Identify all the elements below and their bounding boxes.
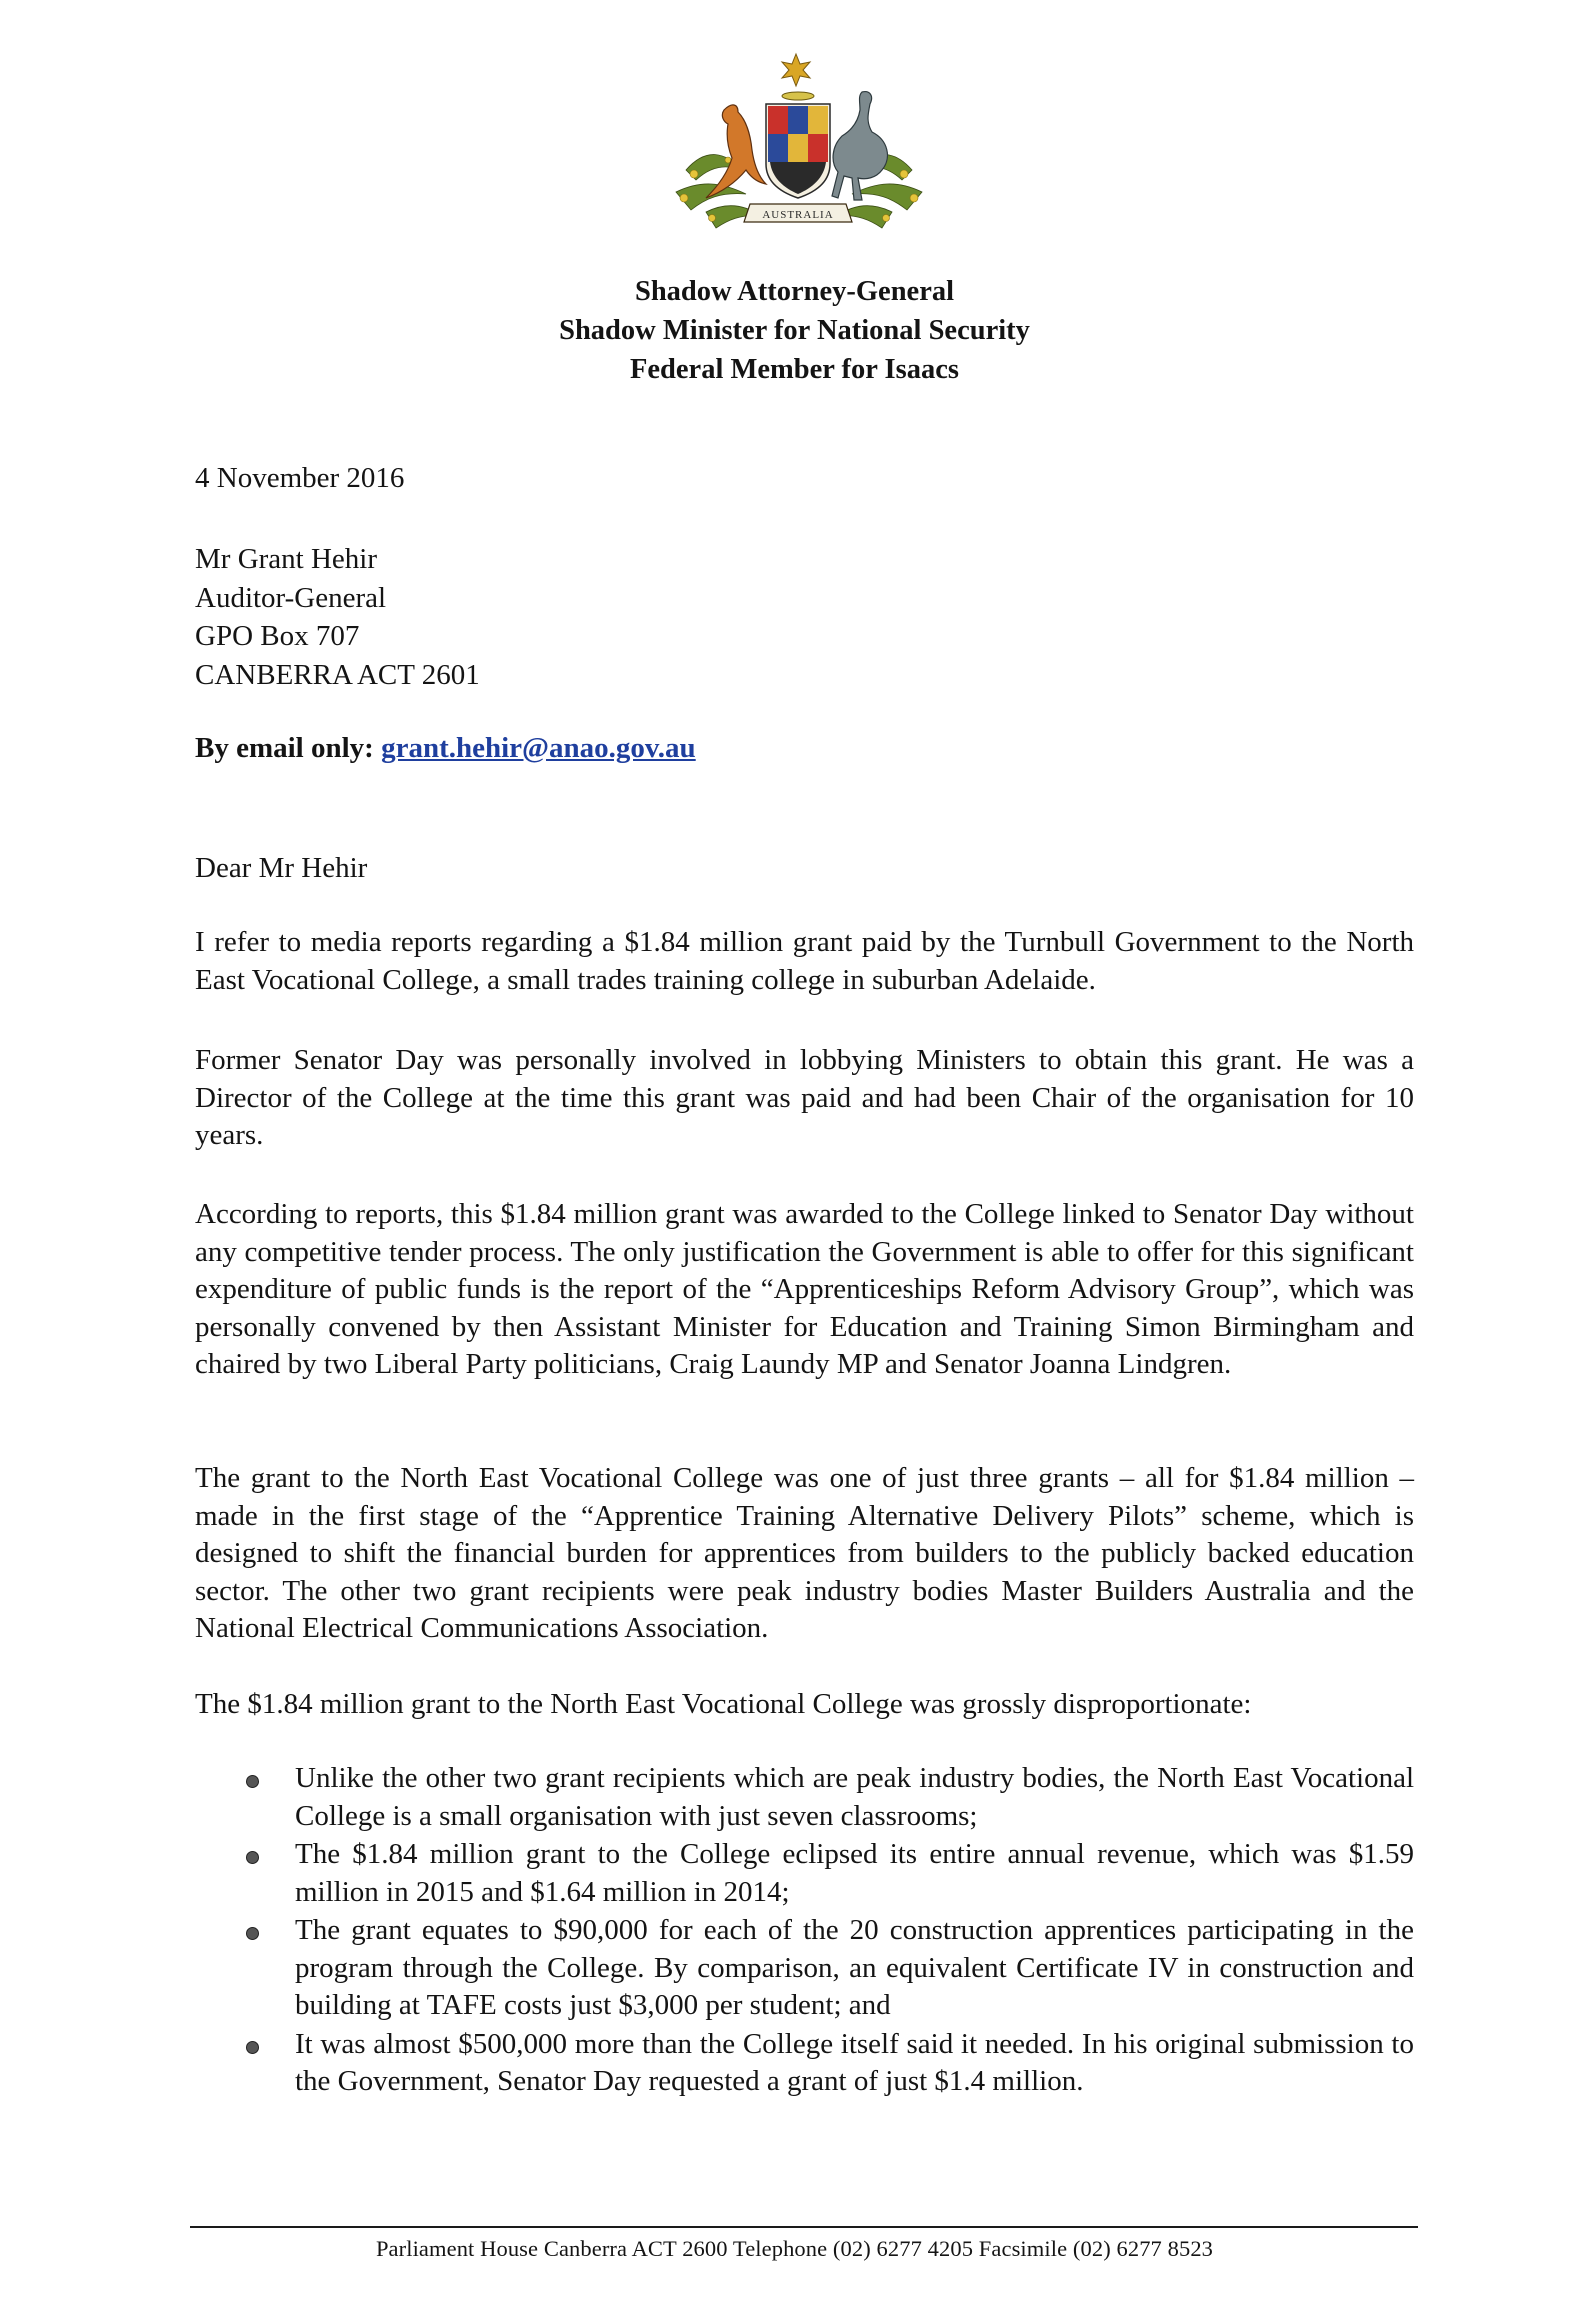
paragraph-5: The $1.84 million grant to the North East Vocational College was grossly disproportionate:	[195, 1688, 1252, 1720]
footer-contact: Parliament House Canberra ACT 2600 Telephone (02) 6277 4205 Facsimile (02) 6277 8523	[375, 2236, 1214, 2261]
bullet-icon	[246, 1775, 259, 1788]
letter-date: 4 November 2016	[195, 462, 405, 494]
star-icon	[782, 54, 810, 86]
letterhead-line-1: Shadow Attorney-General	[634, 276, 955, 307]
paragraph-3: According to reports, this $1.84 million grant was awarded to the College linked to Senator Day without any competitive tender process. The only justification the Government is able to offer for this significant expenditure of public funds is the report of the “Apprenticeships Reform Advisory Group”, which was personally convened by then Assistant Minister for Education and Training Simon Birmingham and chaired by two Liberal Party politicians, Craig Laundy MP and Senator Joanna Lindgren.	[195, 1198, 1414, 1380]
delivery-label: By email only:	[195, 732, 374, 764]
list-item	[195, 1760, 1414, 1835]
emu-figure	[832, 92, 887, 200]
list-item	[195, 1836, 1414, 1911]
bullet-text: The grant equates to $90,000 for each of the 20 construction apprentices participating in the program through the College. By comparison, an equivalent Certificate IV in construction and building at TAFE costs just $3,000 per student; and	[295, 1914, 1414, 2021]
bullet-text: Unlike the other two grant recipients which are peak industry bodies, the North East Vocational College is a small organisation with just seven classrooms;	[295, 1762, 1414, 1832]
recipient-title: Auditor-General	[195, 581, 387, 614]
bullet-list	[195, 1760, 1414, 2102]
letterhead-titles	[0, 272, 1589, 389]
shield-icon	[766, 104, 830, 198]
list-item	[195, 2026, 1414, 2101]
scroll-text: AUSTRALIA	[762, 209, 834, 221]
recipient-city: CANBERRA ACT 2601	[195, 658, 480, 691]
paragraph-2: Former Senator Day was personally involved in lobbying Ministers to obtain this grant. He was a Director of the College at the time this grant was paid and had been Chair of the organisation for 10 years.	[195, 1044, 1414, 1151]
letterhead-line-3: Federal Member for Isaacs	[630, 354, 959, 385]
recipient-name: Mr Grant Hehir	[195, 543, 378, 575]
bullet-icon	[246, 1851, 259, 1864]
letterhead-line-2: Shadow Minister for National Security	[559, 315, 1030, 346]
delivery-line	[195, 732, 696, 765]
bullet-icon	[246, 2041, 259, 2054]
bullet-icon	[246, 1927, 259, 1940]
bullet-text: The $1.84 million grant to the College eclipsed its entire annual revenue, which was $1.59 million in 2015 and $1.64 million in 2014;	[295, 1838, 1414, 1908]
recipient-address	[195, 540, 480, 694]
bullet-text: It was almost $500,000 more than the College itself said it needed. In his original submission to the Government, Senator Day requested a grant of just $1.4 million.	[295, 2027, 1414, 2097]
list-item	[195, 1912, 1414, 2025]
scroll-banner	[744, 204, 852, 222]
paragraph-1: I refer to media reports regarding a $1.84 million grant paid by the Turnbull Government to the North East Vocational College, a small trades training college in suburban Adelaide.	[195, 926, 1414, 996]
email-link[interactable]: grant.hehir@anao.gov.au	[381, 732, 696, 764]
coat-of-arms-crest	[666, 52, 932, 236]
recipient-box: GPO Box 707	[195, 620, 360, 652]
footer-divider	[190, 2226, 1418, 2228]
salutation: Dear Mr Hehir	[195, 852, 368, 884]
paragraph-4: The grant to the North East Vocational College was one of just three grants – all for $1.84 million – made in the first stage of the “Apprentice Training Alternative Delivery Pilots” scheme, which is designed to shift the financial burden for apprentices from builders to the publicly backed education sector. The other two grant recipients were peak industry bodies Master Builders Australia and the National Electrical Communications Association.	[195, 1462, 1414, 1644]
